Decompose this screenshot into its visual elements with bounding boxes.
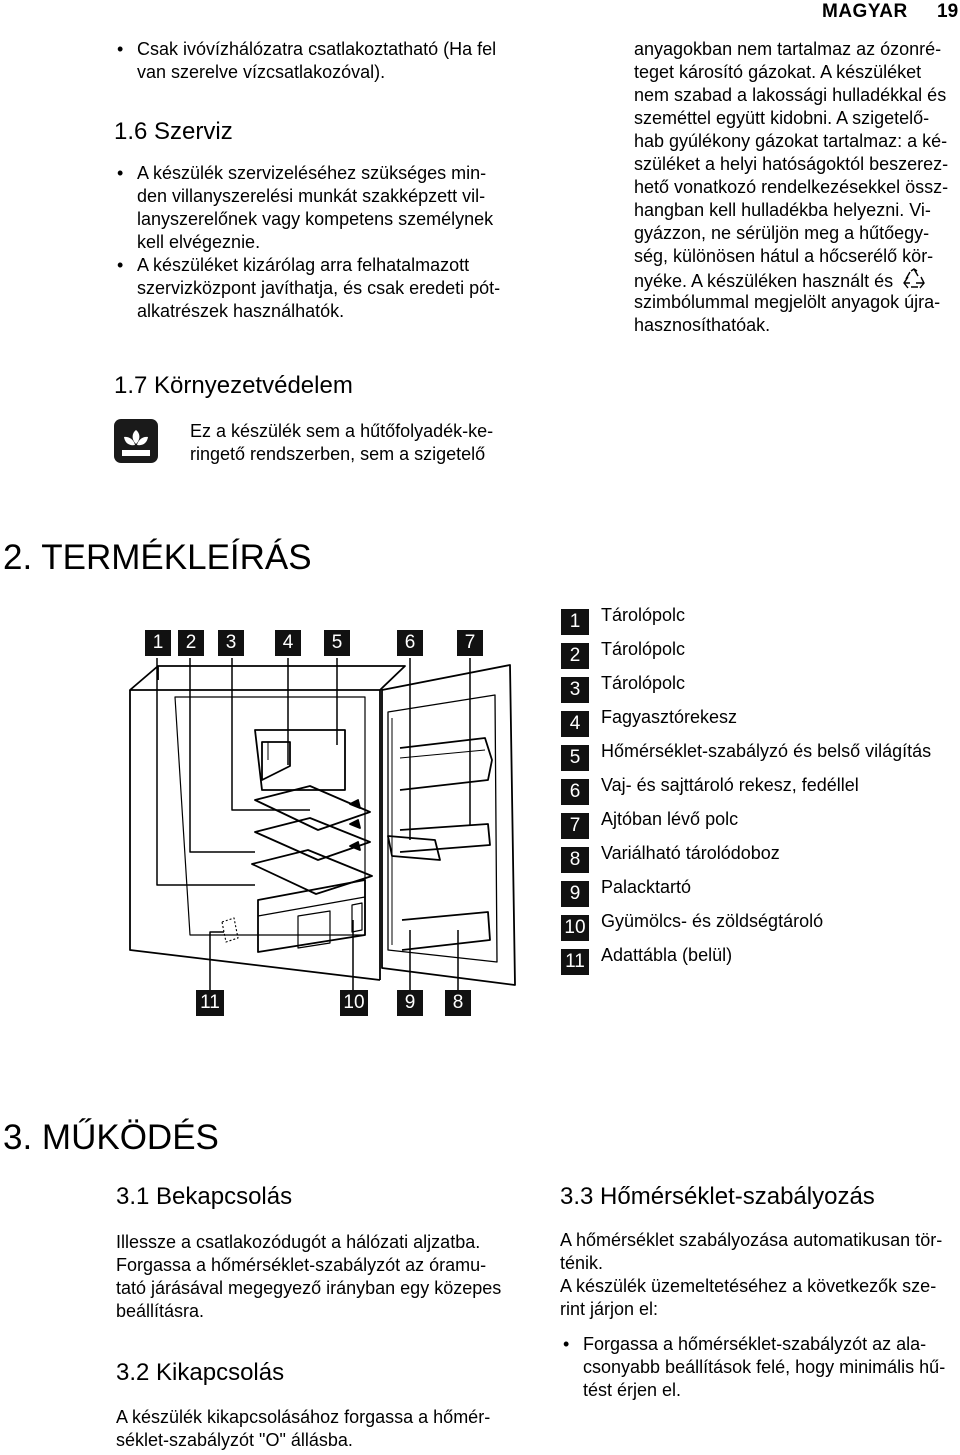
fridge-diagram: [0, 600, 560, 1040]
s32-line: séklet-szabályzót "O" állásba.: [116, 1430, 353, 1450]
s31-line: Forgassa a hőmérséklet-szabályzót az óramu-: [116, 1255, 487, 1275]
env-cont-line: nem szabad a lakossági hulladékkal és: [634, 85, 947, 105]
legend-number: 4: [561, 711, 589, 737]
s33-line: A készülék üzemeltetéséhez a következők sze-: [560, 1276, 937, 1296]
env-cont-line: nyéke. A készüléken használt és: [634, 271, 894, 291]
page-number: 19: [937, 1, 959, 22]
callout-5: 5: [324, 630, 350, 656]
legend-label: Hőmérséklet-szabályzó és belső világítás: [601, 741, 932, 761]
section-3-3-text: [560, 1229, 960, 1321]
env-cont-line: teget károsító gázokat. A készüléket: [634, 62, 922, 82]
s33-line: A hőmérséklet szabályozása automatikusan tör-: [560, 1230, 943, 1250]
header-language: MAGYAR: [822, 1, 908, 22]
service-bullet-list: [114, 162, 534, 323]
legend-label: Tárolópolc: [601, 605, 686, 625]
section-1-6-title: 1.6 Szerviz: [114, 118, 233, 145]
legend-number: 8: [561, 847, 589, 873]
section-3-3-bullets: [560, 1333, 960, 1402]
callout-6: 6: [397, 630, 423, 656]
water-bullet-line-2: van szerelve vízcsatlakozóval).: [137, 62, 386, 82]
callout-3: 3: [218, 630, 244, 656]
env-cont-line: hangban kell hulladékba helyezni. Vi-: [634, 200, 931, 220]
env-cont-line: hab gyúlékony gázokat tartalmaz: a ké-: [634, 131, 948, 151]
service-bullet-1-line: lanyszerelőnek vagy kompetens személynek: [137, 209, 494, 229]
legend-number: 10: [561, 915, 589, 941]
callout-9: 9: [397, 990, 423, 1016]
section-3-1-title: 3.1 Bekapcsolás: [116, 1183, 293, 1210]
legend-label: Variálható tárolódoboz: [601, 843, 780, 863]
callout-2: 2: [178, 630, 204, 656]
env-cont-line: ség, különösen hátul a hőcserélő kör-: [634, 246, 934, 266]
environment-line: Ez a készülék sem a hűtőfolyadék-ke-: [190, 421, 494, 441]
legend-number: 5: [561, 745, 589, 771]
environment-flower-icon: [113, 418, 159, 464]
service-bullet-2: [114, 254, 534, 323]
legend-number: 11: [561, 949, 589, 975]
recycle-icon: [902, 268, 926, 290]
s32-line: A készülék kikapcsolásához forgassa a hőmér-: [116, 1407, 491, 1427]
water-bullet-line-1: • Csak ivóvízhálózatra csatlakoztatható (Ha fel: [137, 39, 497, 59]
service-bullet-2-line: szervizközpont javíthatja, és csak eredeti pót-: [137, 278, 501, 298]
legend-label: Ajtóban lévő polc: [601, 809, 739, 829]
env-cont-line: szimbólummal megjelölt anyagok újra-: [634, 292, 941, 312]
callout-11: 11: [196, 990, 224, 1016]
legend-number: 7: [561, 813, 589, 839]
service-bullet-2-line: • A készüléket kizárólag arra felhatalmazott: [137, 255, 470, 275]
service-bullet-1-line: kell elvégeznie.: [137, 232, 261, 252]
legend-label: Palacktartó: [601, 877, 692, 897]
callout-1: 1: [145, 630, 171, 656]
section-3-2-title: 3.2 Kikapcsolás: [116, 1359, 285, 1386]
service-bullet-1: [114, 162, 534, 254]
section-2-title: 2. TERMÉKLEÍRÁS: [3, 538, 312, 577]
callout-10: 10: [340, 990, 368, 1016]
service-bullet-1-line: • A készülék szervizeléséhez szükséges min-: [137, 163, 487, 183]
section-3-1-text: [116, 1231, 546, 1323]
legend-number: 9: [561, 881, 589, 907]
legend-label: Adattábla (belül): [601, 945, 733, 965]
legend-number: 3: [561, 677, 589, 703]
section-3-title: 3. MŰKÖDÉS: [3, 1118, 219, 1157]
section-3-3-title: 3.3 Hőmérséklet-szabályozás: [560, 1183, 875, 1210]
water-bullet-list: [114, 38, 534, 84]
section-3-2-text: [116, 1406, 546, 1452]
env-cont-line: szeméttel együtt kidobni. A szigetelő-: [634, 108, 930, 128]
callout-7: 7: [457, 630, 483, 656]
legend-number: 6: [561, 779, 589, 805]
fridge-drawing: [0, 600, 560, 1040]
environment-text: [190, 420, 520, 466]
env-cont-line: anyagokban nem tartalmaz az ózonré-: [634, 39, 942, 59]
legend-label: Tárolópolc: [601, 673, 686, 693]
legend-label: Gyümölcs- és zöldségtároló: [601, 911, 824, 931]
env-cont-line: hető vonatkozó rendelkezésekkel össz-: [634, 177, 949, 197]
s33-bullet-line: csonyabb beállítások felé, hogy minimális hű-: [583, 1357, 946, 1377]
s31-line: Illessze a csatlakozódugót a hálózati aljzatba.: [116, 1232, 481, 1252]
legend-number: 2: [561, 643, 589, 669]
environment-continuation: [634, 38, 960, 337]
callout-8: 8: [445, 990, 471, 1016]
callout-4: 4: [275, 630, 301, 656]
s31-line: beállításra.: [116, 1301, 205, 1321]
legend-label: Fagyasztórekesz: [601, 707, 738, 727]
env-cont-line: hasznosíthatóak.: [634, 315, 771, 335]
service-bullet-1-line: den villanyszerelési munkát szakképzett vil-: [137, 186, 486, 206]
section-1-7-title: 1.7 Környezetvédelem: [114, 372, 353, 399]
s33-bullet-line: • Forgassa a hőmérséklet-szabályzót az ala-: [583, 1334, 927, 1354]
s31-line: tató járásával megegyező irányban egy közepes: [116, 1278, 502, 1298]
environment-line: ringető rendszerben, sem a szigetelő: [190, 444, 486, 464]
parts-legend: [561, 603, 960, 983]
water-bullet: [114, 38, 534, 84]
env-cont-line: gyázzon, ne sérüljön meg a hűtőegy-: [634, 223, 930, 243]
s33-bullet-line: tést érjen el.: [583, 1380, 682, 1400]
s33-bullet: [560, 1333, 960, 1402]
s33-line: ténik.: [560, 1253, 604, 1273]
legend-number: 1: [561, 609, 589, 635]
s33-line: rint járjon el:: [560, 1299, 659, 1319]
env-cont-line: szüléket a helyi hatóságoktól beszerez-: [634, 154, 949, 174]
service-bullet-2-line: alkatrészek használhatók.: [137, 301, 345, 321]
legend-label: Vaj- és sajttároló rekesz, fedéllel: [601, 775, 859, 795]
legend-label: Tárolópolc: [601, 639, 686, 659]
